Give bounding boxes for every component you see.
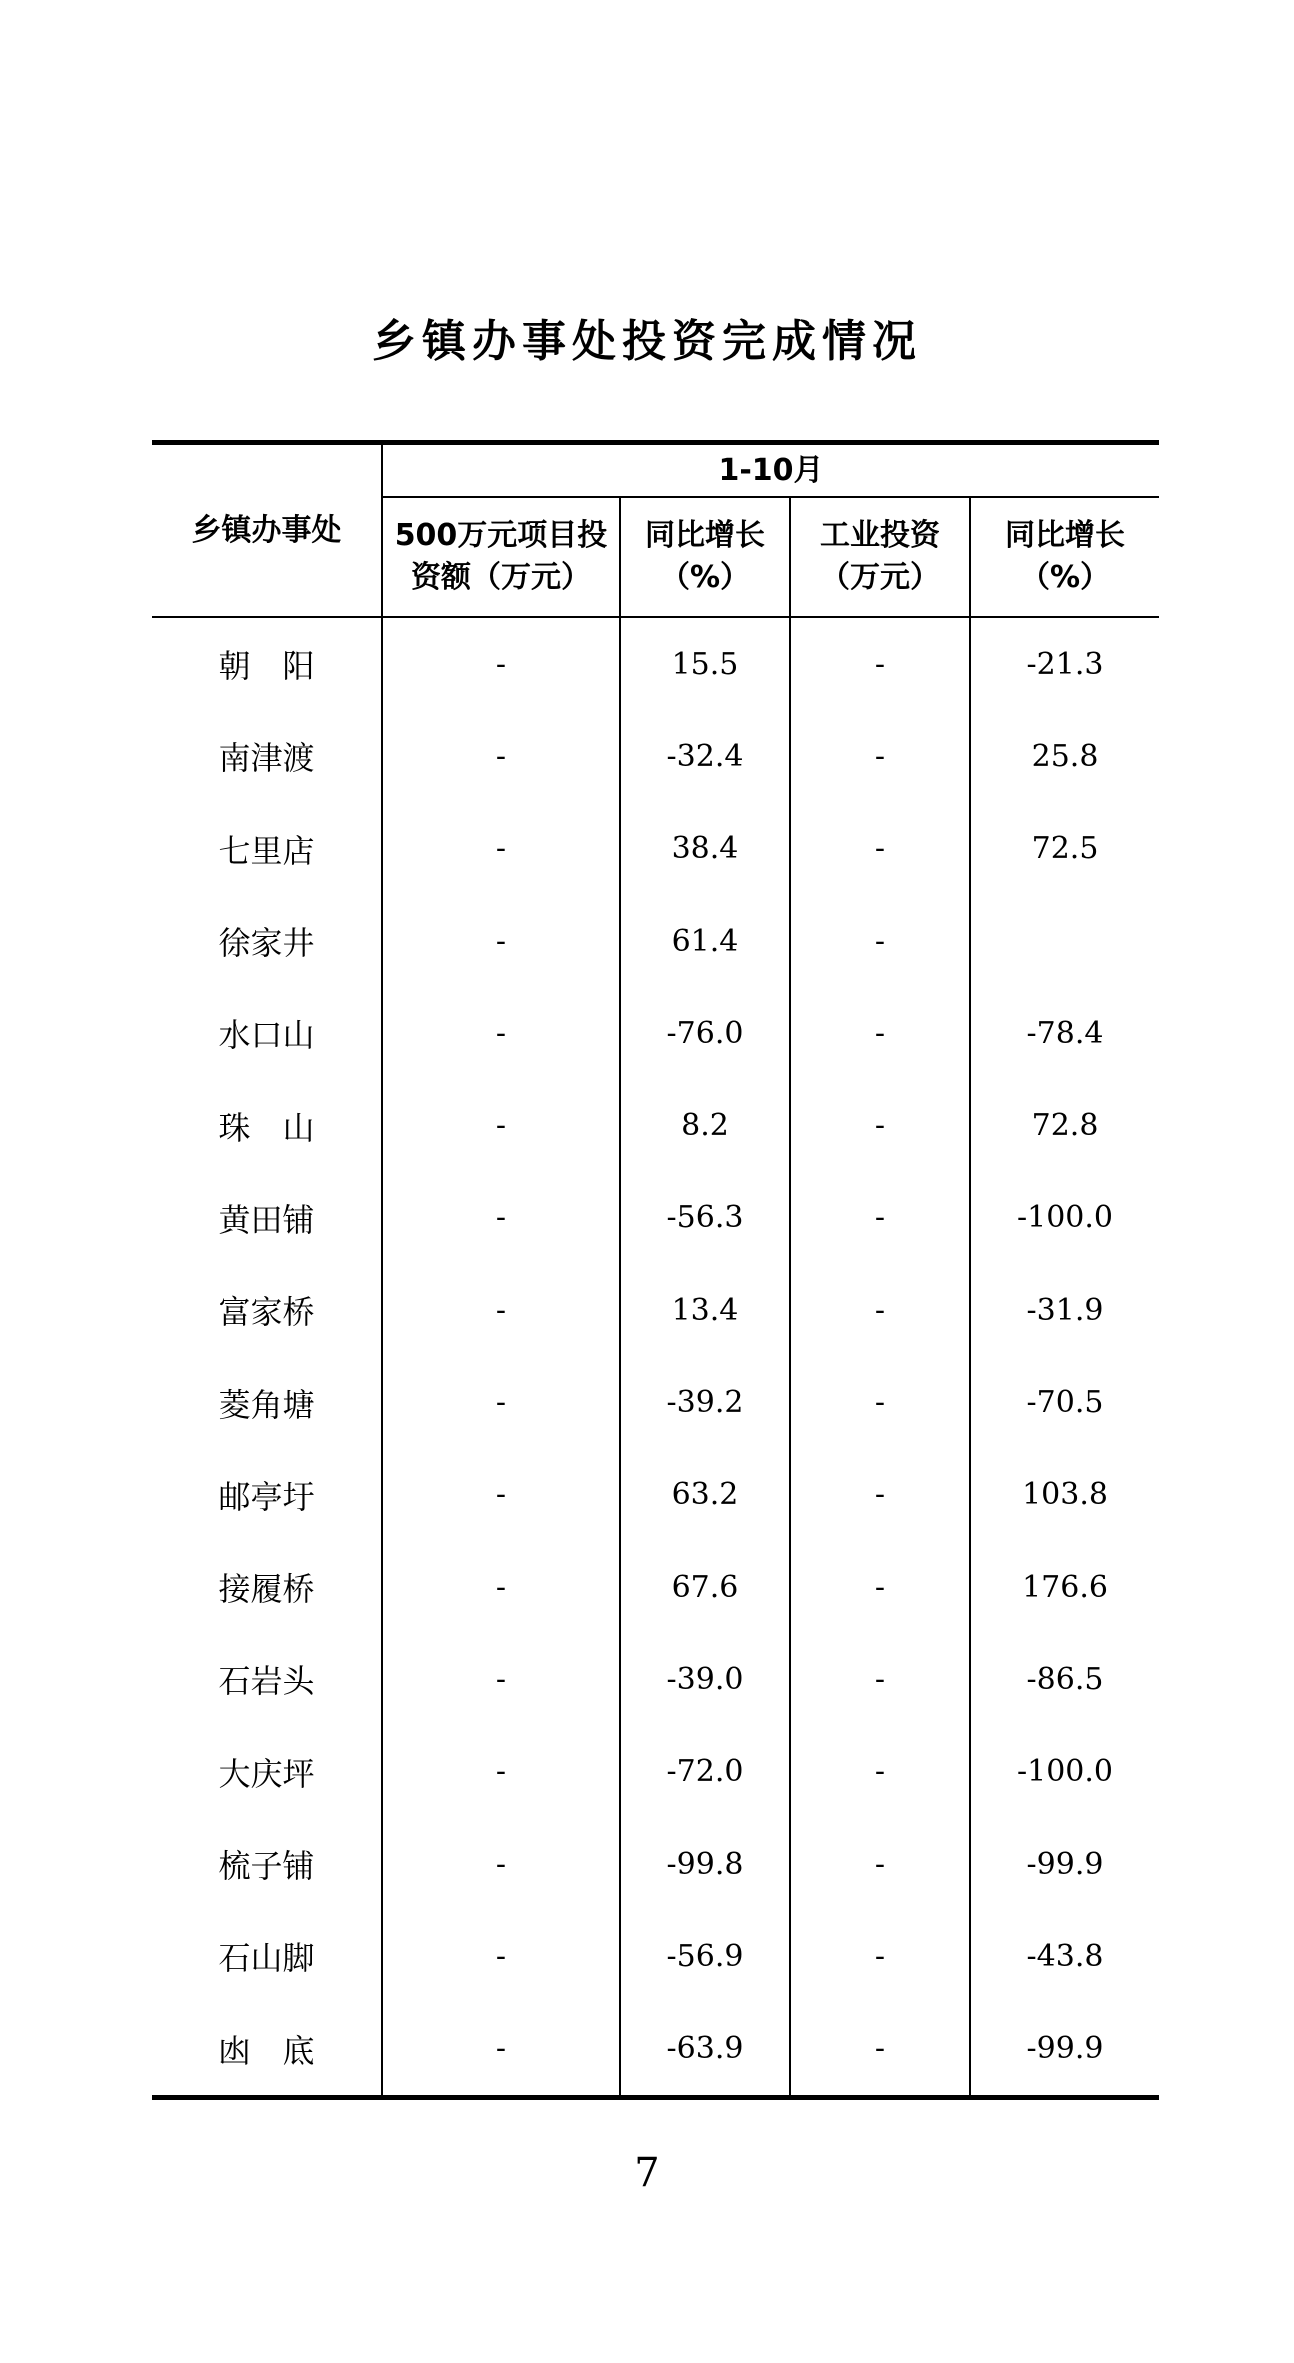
project-investment-cell: -: [382, 1633, 620, 1725]
industrial-investment-cell: -: [790, 1172, 970, 1264]
page-number: 7: [634, 2150, 660, 2196]
project-investment-cell: -: [382, 803, 620, 895]
town-name-cell: 梳子铺: [152, 1818, 382, 1910]
project-investment-cell: -: [382, 1541, 620, 1633]
project-growth-cell: -72.0: [620, 1726, 790, 1818]
project-investment-cell: -: [382, 1079, 620, 1171]
town-name-cell: 菱角塘: [152, 1356, 382, 1448]
column-header-industrial-investment: [790, 497, 970, 617]
industrial-investment-cell: -: [790, 987, 970, 1079]
column-header-project-growth: [620, 497, 790, 617]
project-growth-cell: 8.2: [620, 1079, 790, 1171]
table-row: [152, 895, 1159, 987]
table-header: [152, 443, 1159, 618]
town-name-cell: 邮亭圩: [152, 1449, 382, 1541]
town-name-cell: 七里店: [152, 803, 382, 895]
period-header: 1-10月: [382, 443, 1159, 498]
table-row: [152, 617, 1159, 710]
project-growth-cell: -56.3: [620, 1172, 790, 1264]
industrial-investment-cell: -: [790, 1726, 970, 1818]
industrial-growth-cell: 72.8: [1031, 1108, 1099, 1144]
industrial-investment-cell: -: [790, 1910, 970, 2002]
header-line: （%）: [1019, 560, 1111, 595]
industrial-growth-cell: -99.9: [1026, 1846, 1104, 1882]
project-investment-cell: -: [382, 710, 620, 802]
industrial-growth-cell: 25.8: [1031, 738, 1099, 774]
town-name-cell: 珠 山: [152, 1079, 382, 1171]
industrial-investment-cell: -: [790, 1264, 970, 1356]
industrial-investment-cell: -: [790, 617, 970, 710]
table-row: [152, 1172, 1159, 1264]
industrial-investment-cell: -: [790, 1356, 970, 1448]
industrial-investment-cell: -: [790, 1541, 970, 1633]
industrial-investment-cell: -: [790, 803, 970, 895]
region-column-header: 乡镇办事处: [152, 443, 382, 618]
table-row: [152, 1541, 1159, 1633]
header-line: 同比增长: [1005, 518, 1125, 553]
industrial-growth-cell: -100.0: [1016, 1200, 1114, 1236]
town-name-cell: 富家桥: [152, 1264, 382, 1356]
table-row: [152, 2002, 1159, 2097]
project-growth-cell: -76.0: [620, 987, 790, 1079]
table-body: [152, 617, 1159, 2097]
project-growth-cell: -56.9: [620, 1910, 790, 2002]
table-row: [152, 710, 1159, 802]
table-row: [152, 1910, 1159, 2002]
project-growth-cell: -32.4: [620, 710, 790, 802]
project-growth-cell: -63.9: [620, 2002, 790, 2097]
industrial-growth-cell: -99.9: [970, 2002, 1159, 2097]
project-investment-cell: -: [382, 1818, 620, 1910]
industrial-investment-cell: -: [790, 2002, 970, 2097]
project-investment-cell: -: [382, 895, 620, 987]
table-row: [152, 1726, 1159, 1818]
project-investment-cell: -: [382, 1172, 620, 1264]
town-name-cell: 接履桥: [152, 1541, 382, 1633]
project-investment-cell: -: [382, 1264, 620, 1356]
town-name-cell: 南津渡: [152, 710, 382, 802]
header-line: （%）: [659, 560, 751, 595]
table-row: [152, 803, 1159, 895]
industrial-growth-cell: -70.5: [1026, 1385, 1104, 1421]
town-name-cell: 石山脚: [152, 1910, 382, 2002]
industrial-growth-cell: -100.0: [1016, 1754, 1114, 1790]
town-name-cell: 黄田铺: [152, 1172, 382, 1264]
industrial-growth-cell: 176.6: [1022, 1569, 1108, 1605]
investment-table: [152, 440, 1159, 2100]
industrial-growth-cell: 72.5: [1031, 831, 1099, 867]
table-row: [152, 1818, 1159, 1910]
industrial-investment-cell: -: [790, 1079, 970, 1171]
column-header-project-investment: [382, 497, 620, 617]
industrial-investment-cell: -: [790, 1633, 970, 1725]
industrial-growth-cell: -31.9: [1026, 1292, 1104, 1328]
industrial-growth-cell: -21.3: [1026, 646, 1104, 682]
table-row: [152, 1633, 1159, 1725]
header-line: 同比增长: [645, 518, 765, 553]
industrial-growth-cell: -86.5: [1026, 1661, 1104, 1697]
town-name-cell: 石岩头: [152, 1633, 382, 1725]
industrial-growth-cell: -43.8: [1026, 1938, 1104, 1974]
town-name-cell: 凼 底: [152, 2002, 382, 2097]
town-name-cell: 徐家井: [152, 895, 382, 987]
project-investment-cell: -: [382, 2002, 620, 2097]
project-investment-cell: -: [382, 1356, 620, 1448]
project-growth-cell: 38.4: [620, 803, 790, 895]
industrial-growth-cell: -78.4: [1026, 1015, 1104, 1051]
project-growth-cell: 15.5: [620, 617, 790, 710]
town-name-cell: 朝 阳: [152, 617, 382, 710]
table-row: [152, 1356, 1159, 1448]
header-line: 工业投资: [820, 518, 940, 553]
header-line: （万元）: [820, 560, 940, 595]
project-investment-cell: -: [382, 987, 620, 1079]
table-row: [152, 987, 1159, 1079]
industrial-investment-cell: -: [790, 895, 970, 987]
project-growth-cell: -99.8: [620, 1818, 790, 1910]
page-title: 乡镇办事处投资完成情况: [372, 316, 922, 367]
industrial-investment-cell: -: [790, 710, 970, 802]
project-investment-cell: -: [382, 617, 620, 710]
project-growth-cell: 13.4: [620, 1264, 790, 1356]
project-growth-cell: -39.2: [620, 1356, 790, 1448]
project-growth-cell: -39.0: [620, 1633, 790, 1725]
header-line: 500万元项目投: [394, 518, 608, 553]
table-row: [152, 1079, 1159, 1171]
industrial-growth-cell: [970, 895, 1159, 987]
project-investment-cell: -: [382, 1910, 620, 2002]
project-growth-cell: 63.2: [620, 1449, 790, 1541]
town-name-cell: 水口山: [152, 987, 382, 1079]
town-name-cell: 大庆坪: [152, 1726, 382, 1818]
project-growth-cell: 67.6: [620, 1541, 790, 1633]
header-line: 资额（万元）: [411, 560, 591, 595]
project-growth-cell: 61.4: [620, 895, 790, 987]
industrial-investment-cell: -: [790, 1449, 970, 1541]
table-row: [152, 1264, 1159, 1356]
table-row: [152, 1449, 1159, 1541]
project-investment-cell: -: [382, 1449, 620, 1541]
project-investment-cell: -: [382, 1726, 620, 1818]
industrial-growth-cell: 103.8: [1022, 1477, 1108, 1513]
column-header-industrial-growth: [970, 497, 1159, 617]
industrial-investment-cell: -: [790, 1818, 970, 1910]
